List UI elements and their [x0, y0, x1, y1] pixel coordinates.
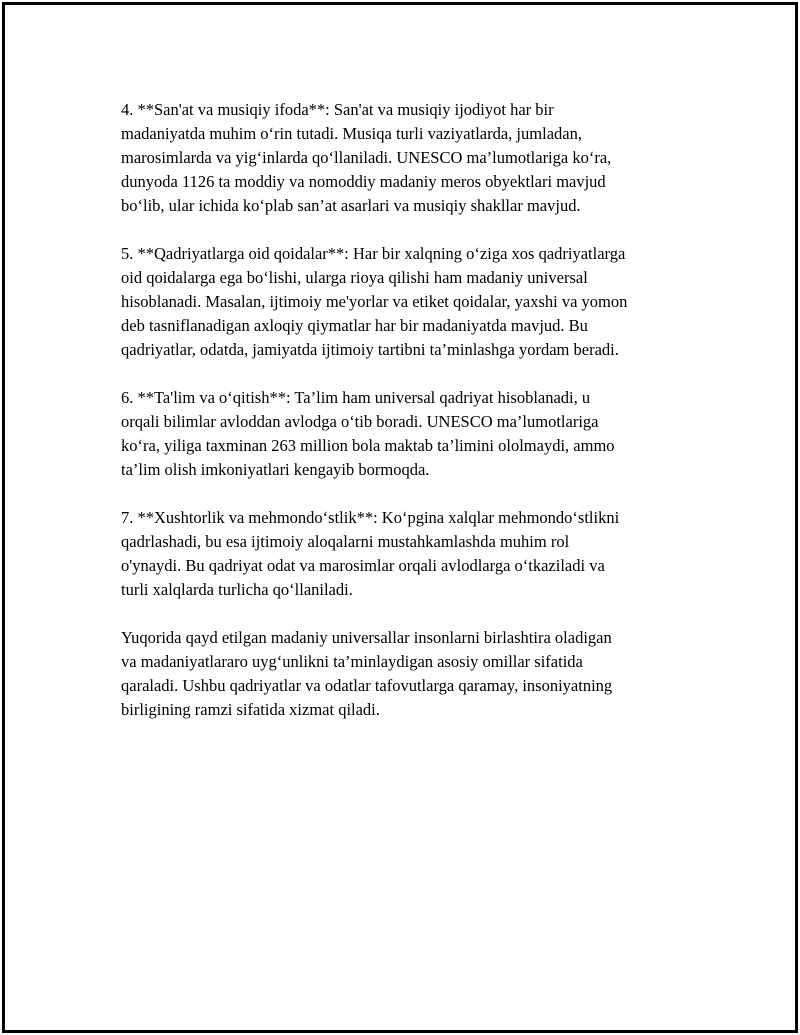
- text-line: o'ynaydi. Bu qadriyat odat va marosimlar orqali avlodlarga o‘tkaziladi va: [121, 556, 605, 575]
- text-line: Yuqorida qayd etilgan madaniy universallar insonlarni birlashtira oladigan: [121, 628, 612, 647]
- text-line: 7. **Xushtorlik va mehmondo‘stlik**: Ko‘pgina xalqlar mehmondo‘stlikni: [121, 508, 620, 527]
- text-line: va madaniyatlararo uyg‘unlikni ta’minlaydigan asosiy omillar sifatida: [121, 652, 583, 671]
- document-body: [121, 98, 701, 746]
- text-line: birligining ramzi sifatida xizmat qiladi.: [121, 700, 380, 719]
- text-line: dunyoda 1126 ta moddiy va nomoddiy madaniy meros obyektlari mavjud: [121, 172, 606, 191]
- text-line: orqali bilimlar avloddan avlodga o‘tib boradi. UNESCO ma’lumotlariga: [121, 412, 599, 431]
- text-line: deb tasniflanadigan axloqiy qiymatlar har bir madaniyatda mavjud. Bu: [121, 316, 588, 335]
- text-line: ta’lim olish imkoniyatlari kengayib bormoqda.: [121, 460, 430, 479]
- paragraph-art-and-music: [121, 98, 701, 218]
- text-line: turli xalqlarda turlicha qo‘llaniladi.: [121, 580, 353, 599]
- text-line: 6. **Ta'lim va o‘qitish**: Ta’lim ham universal qadriyat hisoblanadi, u: [121, 388, 591, 407]
- text-line: oid qoidalarga ega bo‘lishi, ularga rioya qilishi ham madaniy universal: [121, 268, 588, 287]
- paragraph-education: [121, 386, 701, 482]
- text-line: hisoblanadi. Masalan, ijtimoiy me'yorlar va etiket qoidalar, yaxshi va yomon: [121, 292, 628, 311]
- text-line: 5. **Qadriyatlarga oid qoidalar**: Har bir xalqning o‘ziga xos qadriyatlarga: [121, 244, 626, 263]
- text-line: madaniyatda muhim o‘rin tutadi. Musiqa turli vaziyatlarda, jumladan,: [121, 124, 582, 143]
- paragraph-value-rules: [121, 242, 701, 362]
- text-line: marosimlarda va yig‘inlarda qo‘llaniladi. UNESCO ma’lumotlariga ko‘ra,: [121, 148, 612, 167]
- text-line: qadriyatlar, odatda, jamiyatda ijtimoiy tartibni ta’minlashga yordam beradi.: [121, 340, 619, 359]
- text-line: 4. **San'at va musiqiy ifoda**: San'at va musiqiy ijodiyot har bir: [121, 100, 554, 119]
- text-line: qadrlashadi, bu esa ijtimoiy aloqalarni mustahkamlashda muhim rol: [121, 532, 570, 551]
- text-line: qaraladi. Ushbu qadriyatlar va odatlar tafovutlarga qaramay, insoniyatning: [121, 676, 613, 695]
- page-border: [2, 2, 798, 1033]
- paragraph-conclusion: [121, 626, 701, 722]
- paragraph-hospitality: [121, 506, 701, 602]
- text-line: bo‘lib, ular ichida ko‘plab san’at asarlari va musiqiy shakllar mavjud.: [121, 196, 581, 215]
- text-line: ko‘ra, yiliga taxminan 263 million bola maktab ta’limini ololmaydi, ammo: [121, 436, 615, 455]
